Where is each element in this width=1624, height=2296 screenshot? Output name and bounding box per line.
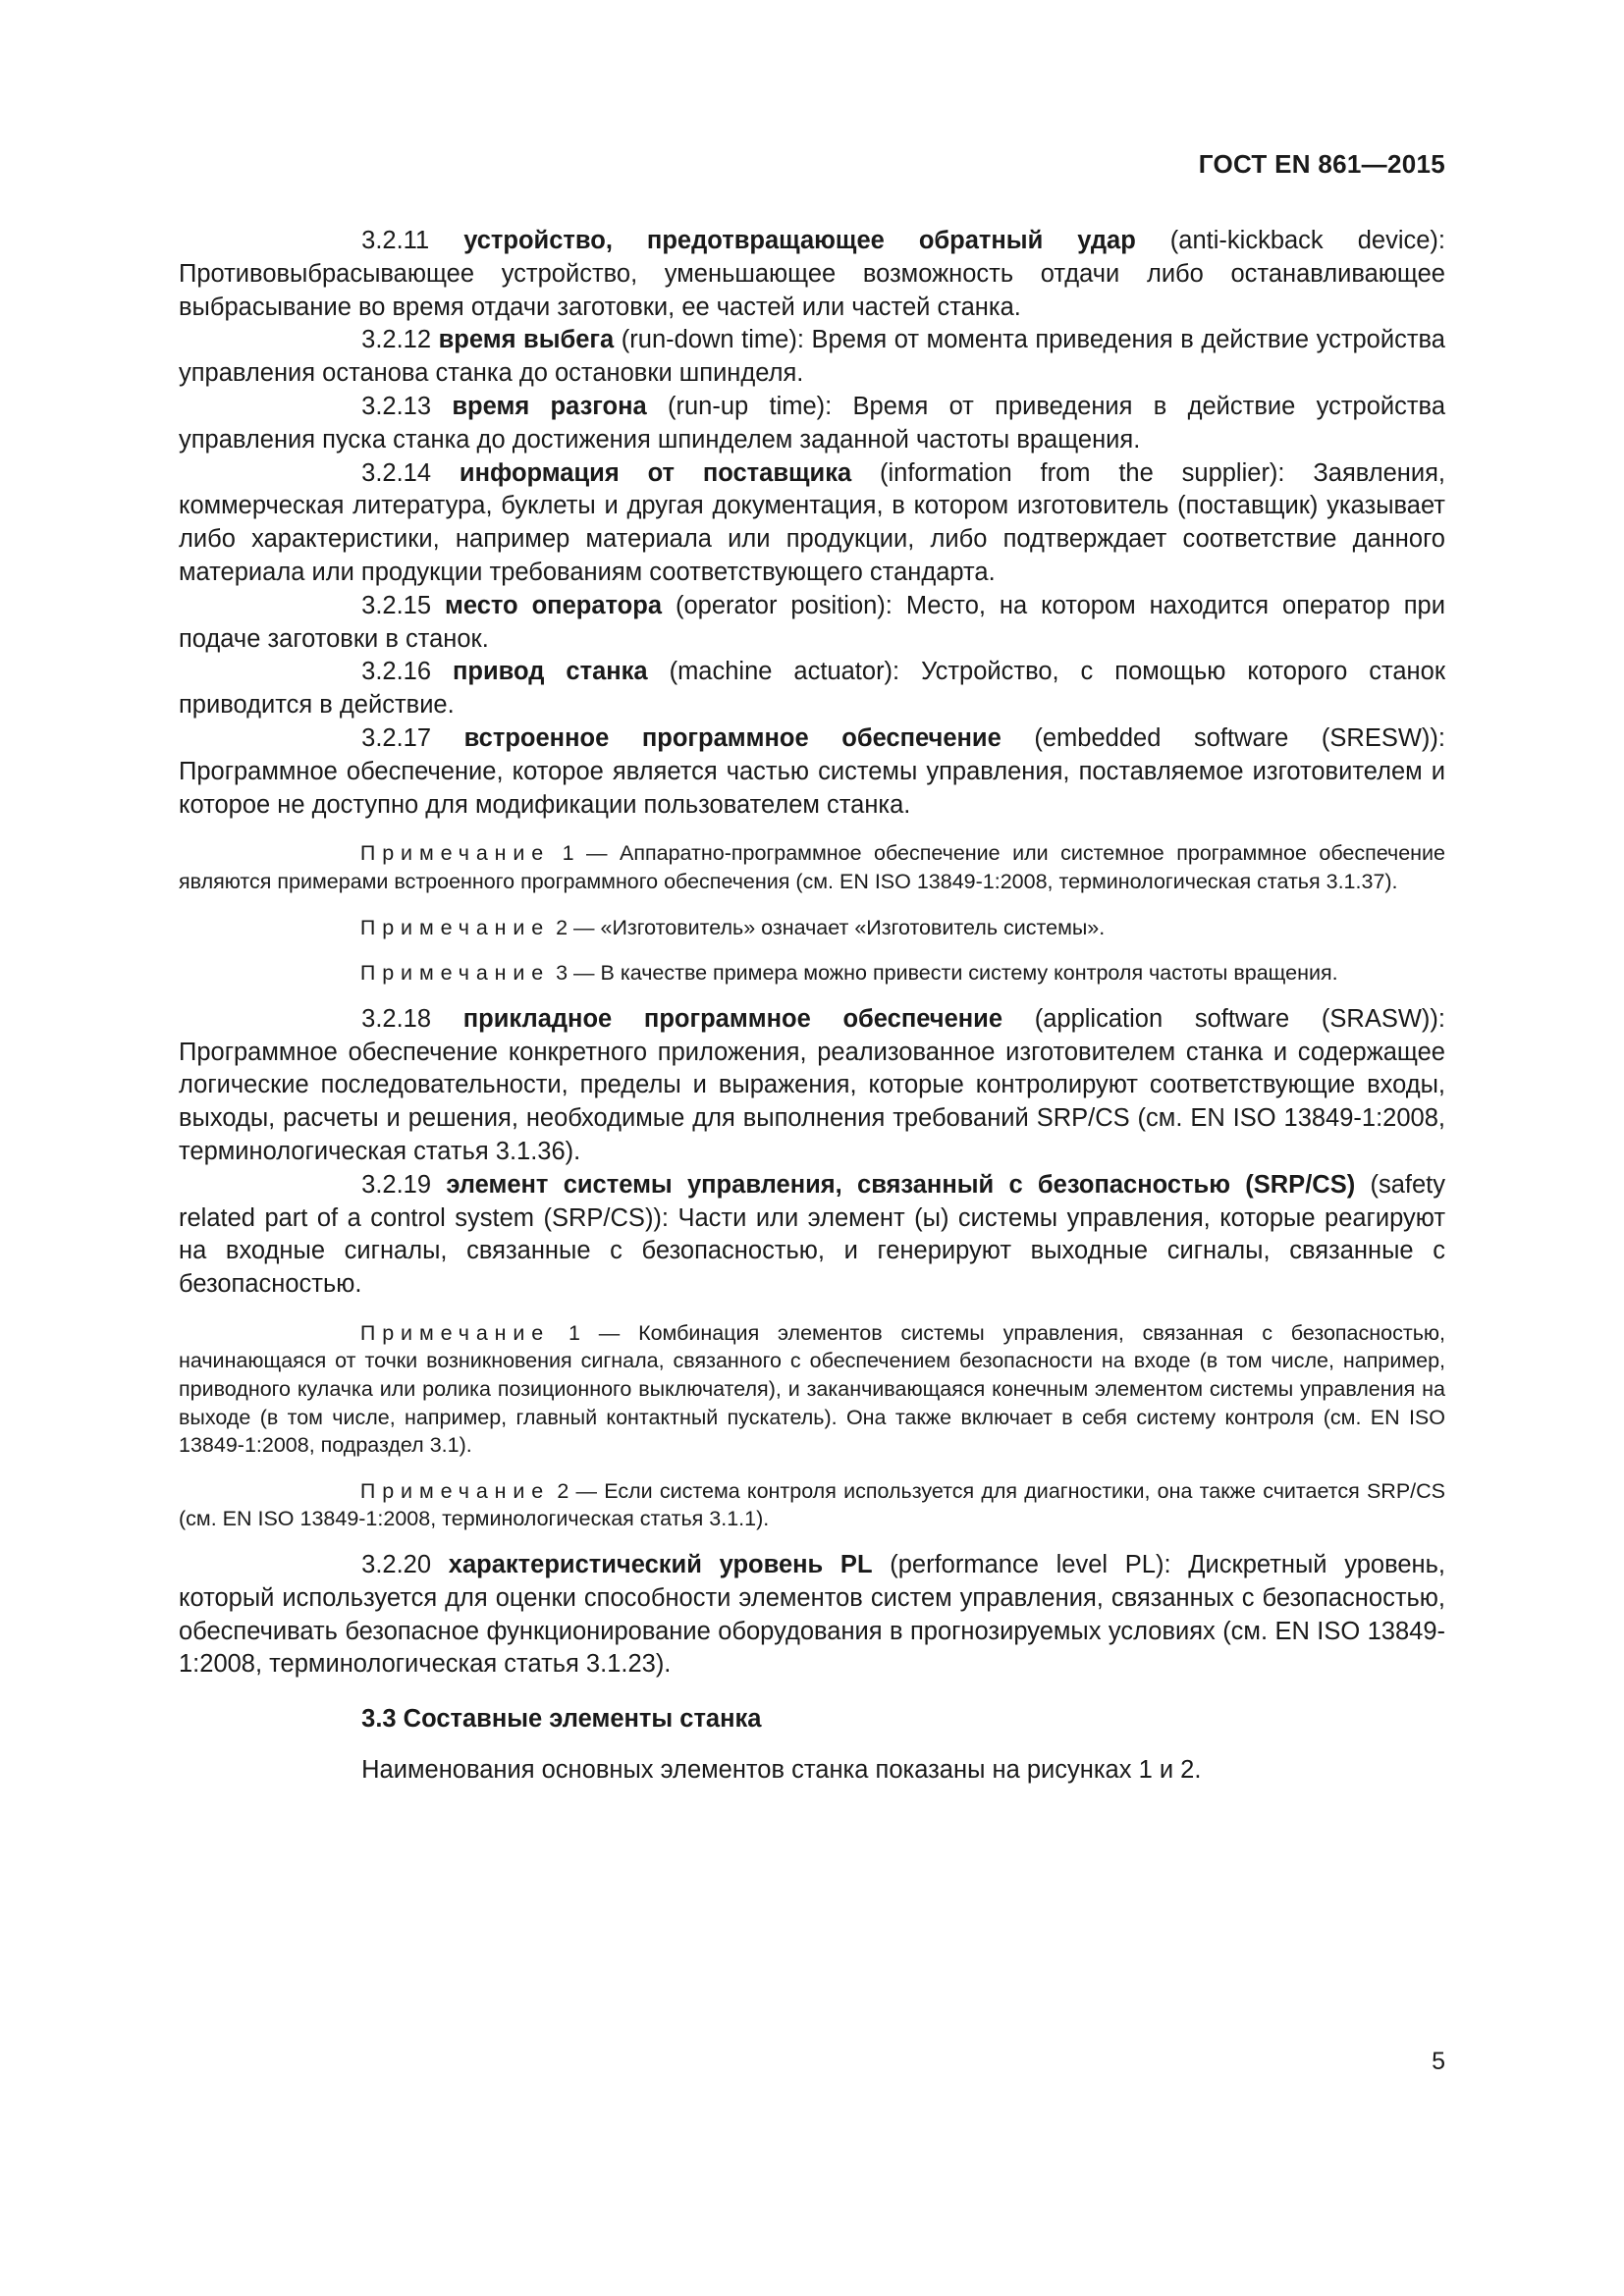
note-2 — [179, 1477, 1445, 1533]
term-definition: (safety related part of a control system (SRP/CS)): Части или элемент (ы) системы управления, которые реагируют на входные сигналы, связанные с безопасностью, и генерируют выходные сигналы, связанные с безопасностью. — [179, 1170, 1445, 1299]
term-definition: (anti-kickback device): Противовыбрасывающее устройство, уменьшающее возможность отдачи либо останавливающее выбрасывание во время отдачи заготовки, ее частей или частей станка. — [179, 227, 1445, 321]
notes-3-2-17 — [179, 839, 1445, 987]
term-number: 3.2.20 — [361, 1551, 432, 1579]
term-number: 3.2.11 — [361, 227, 430, 254]
term-definition: (run-up time): Время от приведения в действие устройства управления пуска станка до достижения шпинделем заданной частоты вращения. — [179, 392, 1445, 454]
note-label: Примечание — [359, 1320, 551, 1345]
term-3-2-18 — [179, 1003, 1445, 1169]
term-name: место оператора — [445, 591, 663, 619]
note-text: 1 — Аппаратно-программное обеспечение или системное программное обеспечение являются примерами встроенного программного обеспечения (см. EN ISO 13849-1:2008, терминологическая статья 3.1.37). — [179, 841, 1445, 893]
term-number: 3.2.12 — [361, 326, 432, 354]
term-3-2-17 — [179, 722, 1445, 822]
term-3-2-16 — [179, 656, 1445, 722]
term-number: 3.2.19 — [361, 1170, 432, 1199]
note-label: Примечание — [359, 961, 551, 986]
section-3-3-title: 3.3 Составные элементы станка — [361, 1705, 762, 1734]
term-3-2-15 — [179, 590, 1445, 657]
term-definition: (run-down time): Время от момента приведения в действие устройства управления останова станка до остановки шпинделя. — [179, 326, 1445, 388]
note-text: 2 — Если система контроля используется для диагностики, она также считается SRP/CS (см. EN ISO 13849-1:2008, терминологическая статья 3.1.1). — [179, 1478, 1445, 1531]
term-number: 3.2.16 — [361, 658, 432, 686]
note-label: Примечание — [359, 1478, 551, 1503]
term-3-2-14 — [179, 457, 1445, 590]
term-definition: (information from the supplier): Заявления, коммерческая литература, буклеты и другая документация, в котором изготовитель (поставщик) указывает либо характеристики, например материала или продукции, либо подтверждает соответствие данного материала или продукции требованиям соответствующего стандарта. — [179, 458, 1445, 586]
term-3-2-19 — [179, 1169, 1445, 1302]
term-number: 3.2.14 — [361, 458, 432, 487]
term-number: 3.2.18 — [361, 1004, 432, 1033]
page-content — [179, 225, 1445, 1788]
term-name: прикладное программное обеспечение — [462, 1004, 1003, 1033]
term-name: характеристический уровень PL — [448, 1551, 873, 1579]
term-definition: (embedded software (SRESW)): Программное обеспечение, которое является частью системы управления, поставляемое изготовителем и которое не доступно для модификации пользователем станка. — [179, 723, 1445, 819]
term-3-2-20 — [179, 1549, 1445, 1682]
note-label: Примечание — [359, 915, 551, 939]
term-3-2-12 — [179, 324, 1445, 391]
term-name: привод станка — [453, 658, 648, 686]
term-name: элемент системы управления, связанный с безопасностью (SRP/CS) — [446, 1170, 1356, 1199]
note-3 — [179, 959, 1445, 988]
notes-3-2-19 — [179, 1319, 1445, 1533]
term-definition: (operator position): Место, на котором находится оператор при подаче заготовки в станок. — [179, 591, 1445, 653]
term-definition: (application software (SRASW)): Программное обеспечение конкретного приложения, реализованное изготовителем станка и содержащее логические последовательности, пределы и выражения, которые контролируют соответствующие входы, выходы, расчеты и решения, необходимые для выполнения требований SRP/CS (см. EN ISO 13849-1:2008, терминологическая статья 3.1.36). — [179, 1004, 1445, 1165]
term-name: информация от поставщика — [459, 458, 852, 487]
document-code-header: ГОСТ EN 861—2015 — [1198, 149, 1445, 179]
note-2 — [179, 914, 1445, 942]
term-number: 3.2.15 — [361, 591, 432, 619]
page-number: 5 — [1432, 2048, 1445, 2075]
note-text: 3 — В качестве примера можно привести систему контроля частоты вращения. — [550, 961, 1338, 986]
term-definition: (machine actuator): Устройство, с помощью которого станок приводится в действие. — [179, 658, 1445, 720]
note-1 — [179, 839, 1445, 895]
term-3-2-13 — [179, 391, 1445, 457]
note-label: Примечание — [359, 841, 551, 866]
note-text: 1 — Комбинация элементов системы управления, связанная с безопасностью, начинающаяся от точки возникновения сигнала, связанного с обеспечением безопасности на входе (в том числе, например, приводного кулачка или ролика позиционного выключателя), и заканчивающаяся конечным элементом системы управления на выходе (в том числе, например, главный контактный пускатель). Она также включает в себя систему контроля (см. EN ISO 13849-1:2008, подраздел 3.1). — [179, 1320, 1445, 1458]
term-3-2-11 — [179, 225, 1445, 324]
term-name: встроенное программное обеспечение — [463, 723, 1001, 752]
term-name: время выбега — [438, 326, 615, 354]
term-definition: (performance level PL): Дискретный уровень, который используется для оценки способности элементов систем управления, связанных с безопасностью, обеспечивать безопасное функционирование оборудования в прогнозируемых условиях (см. EN ISO 13849-1:2008, терминологическая статья 3.1.23). — [179, 1551, 1445, 1679]
section-3-3-text: Наименования основных элементов станка показаны на рисунках 1 и 2. — [361, 1756, 1202, 1785]
note-text: 2 — «Изготовитель» означает «Изготовитель системы». — [550, 915, 1106, 939]
term-number: 3.2.17 — [361, 723, 432, 752]
note-1 — [179, 1319, 1445, 1460]
term-name: устройство, предотвращающее обратный удар — [463, 227, 1136, 254]
term-name: время разгона — [452, 392, 647, 420]
term-number: 3.2.13 — [361, 392, 432, 420]
